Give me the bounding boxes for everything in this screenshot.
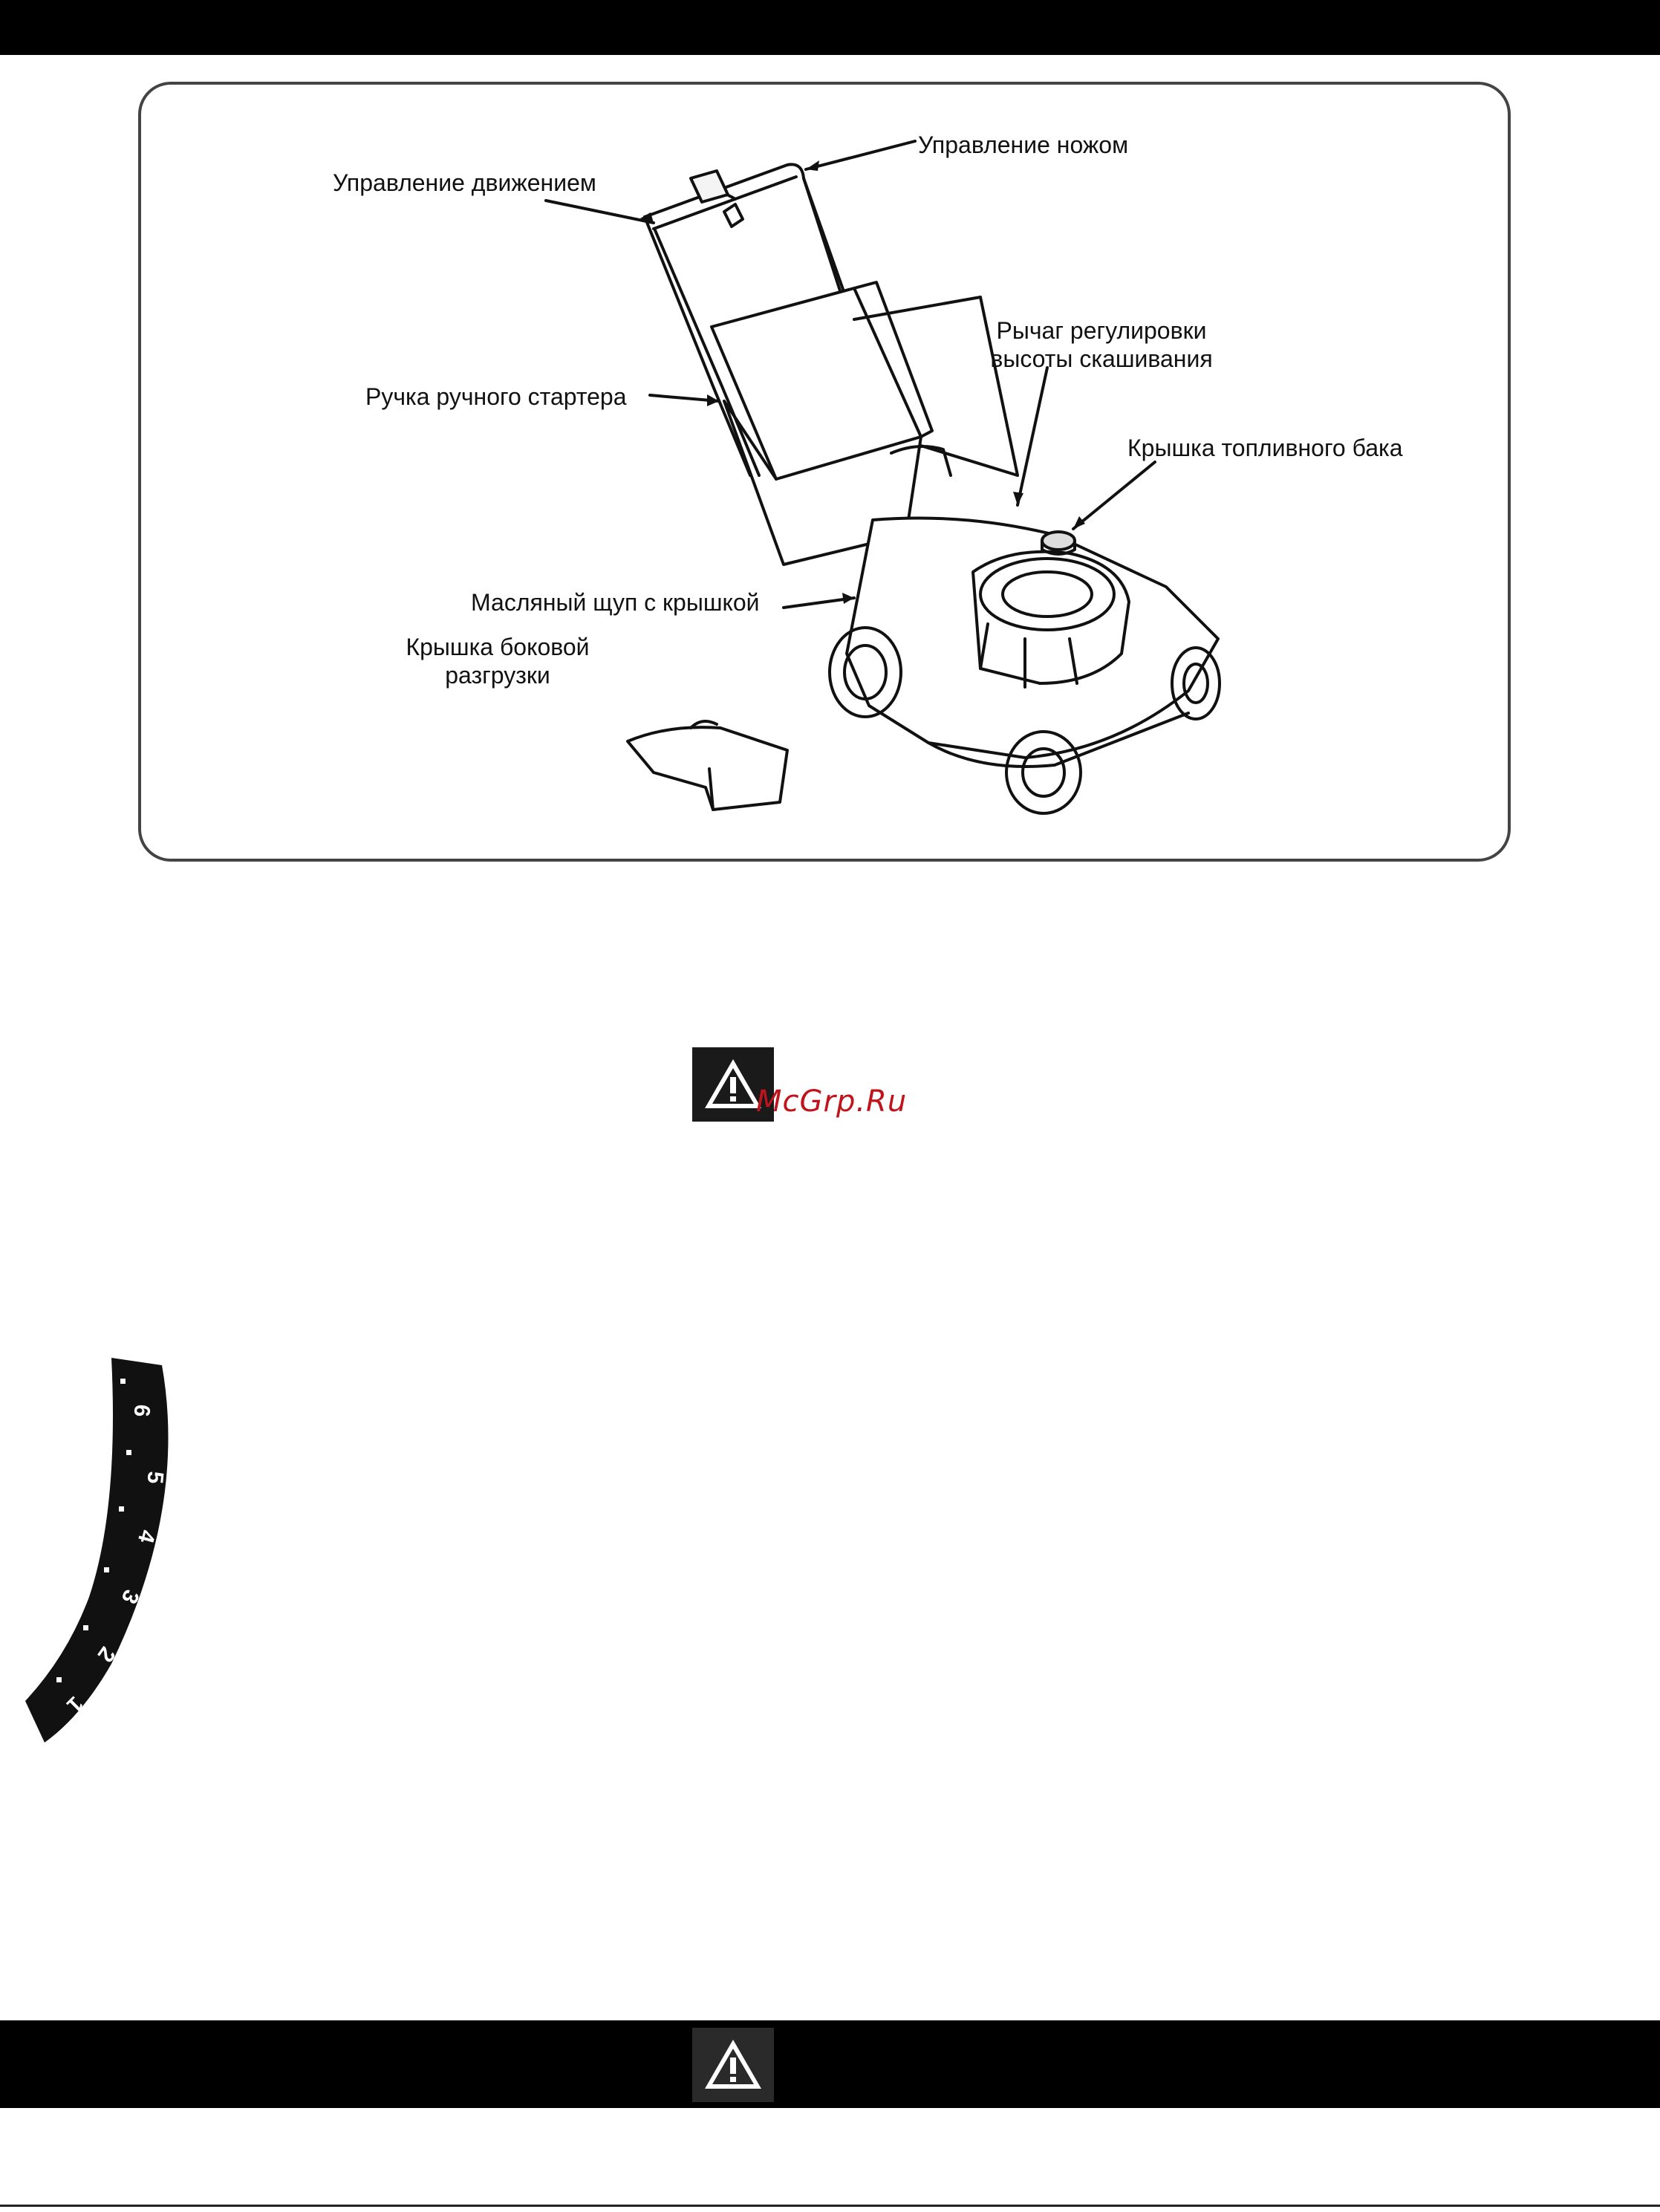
label-side-discharge-cover [386,633,609,689]
label-cutting-height-lever [979,316,1224,373]
label-recoil-starter-grip: Ручка ручного стартера [365,383,627,410]
label-cutting-height-line2: высоты скашивания [990,345,1213,372]
label-drive-control: Управление движением [333,169,596,196]
warning-bar [0,2020,1660,2108]
dial-position-5: 5 [142,1470,168,1485]
label-oil-dipstick: Масляный щуп с крышкой [471,589,760,616]
label-side-discharge-line2: разгрузки [445,662,550,689]
lawn-mower-illustration [0,0,1660,891]
watermark-text: McGrp.Ru [756,1084,908,1119]
label-blade-control: Управление ножом [918,131,1129,158]
label-fuel-cap: Крышка топливного бака [1127,435,1403,461]
warning-triangle-icon-bottom [692,2028,774,2102]
dial-position-6: 6 [128,1403,154,1418]
dial-position-1: 1 [62,1691,88,1718]
label-cutting-height-line1: Рычаг регулировки [996,317,1207,344]
label-side-discharge-line1: Крышка боковой [406,634,590,660]
dial-position-2: 2 [92,1642,120,1667]
dial-position-4: 4 [132,1527,160,1546]
footer-rule [0,2205,1660,2207]
dial-position-3: 3 [116,1586,144,1608]
cutting-height-dial [15,1352,186,1753]
